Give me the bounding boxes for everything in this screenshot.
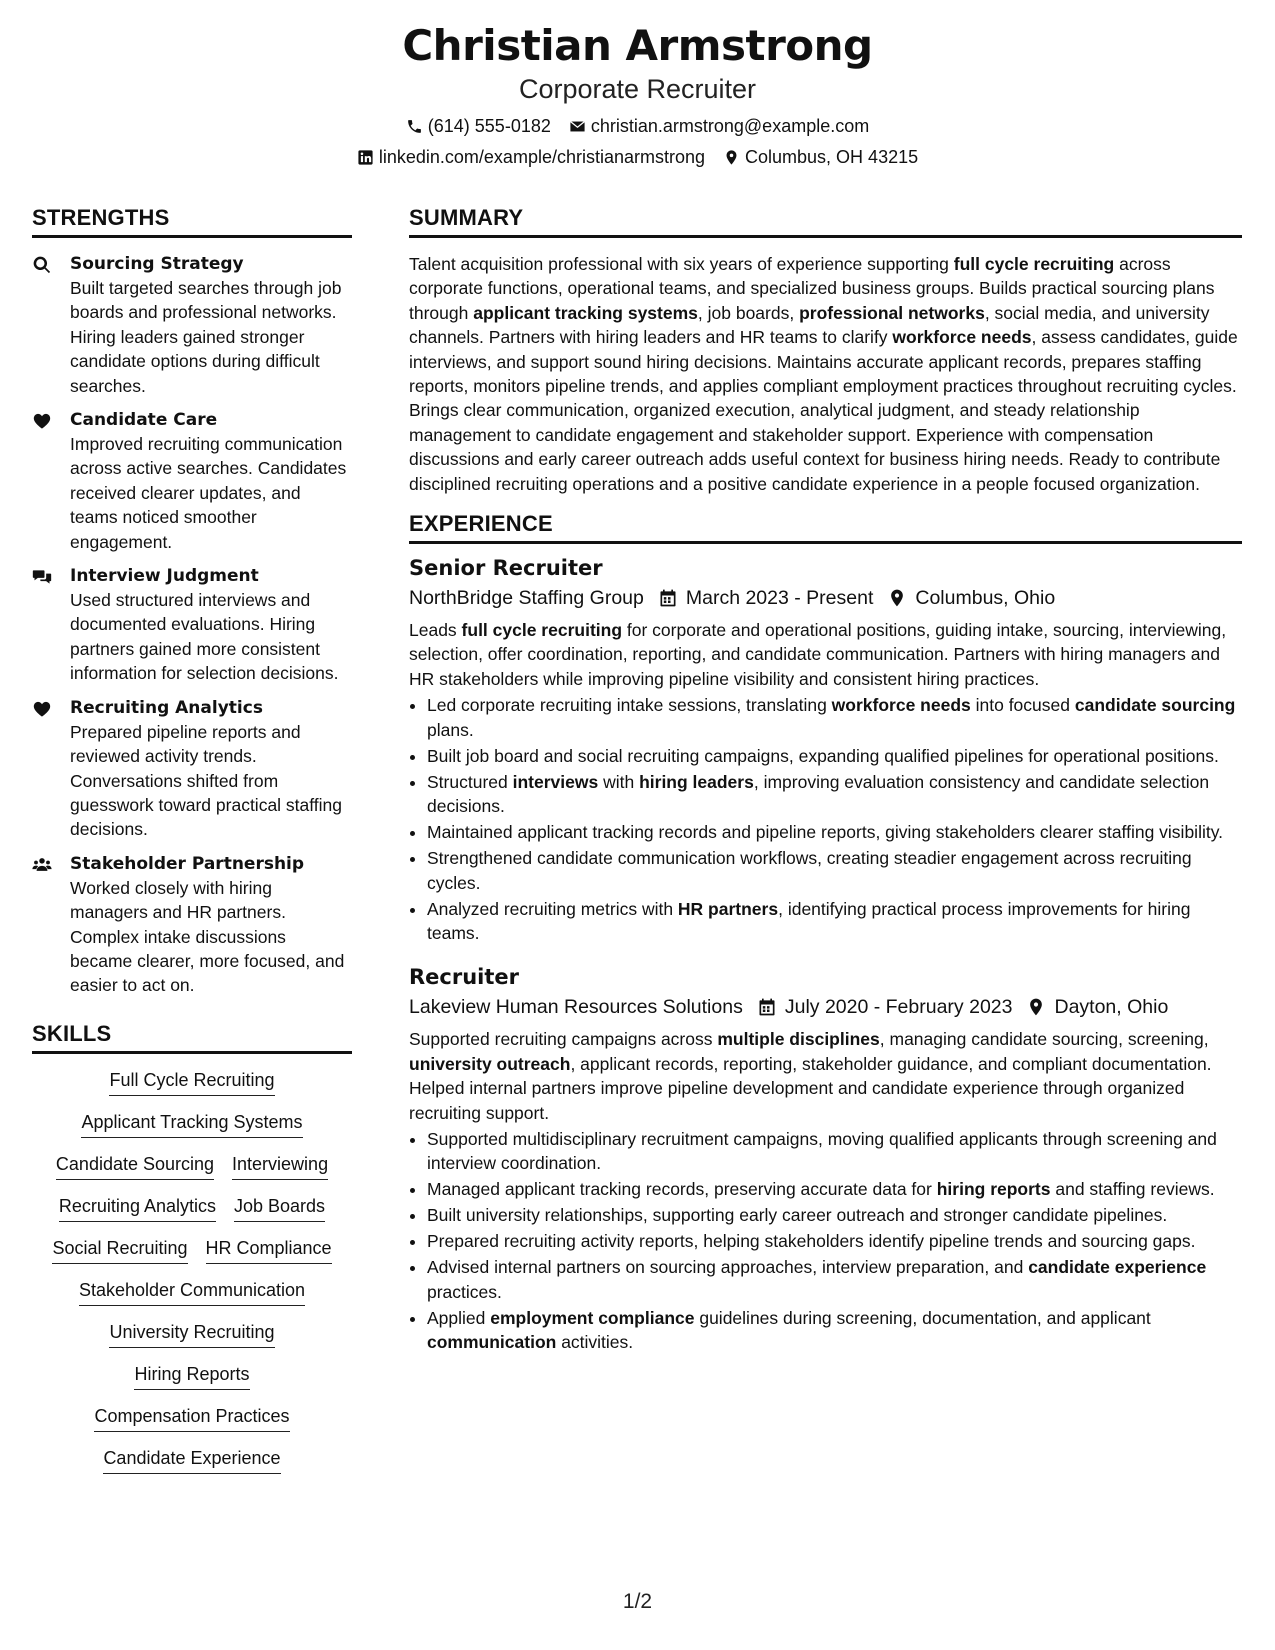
text-segment: Strengthened candidate communication workflows, creating steadier engagement across recruiting cycles. [427,848,1192,893]
strength-body [70,408,352,554]
candidate-role: Corporate Recruiter [518,74,757,104]
phone-contact[interactable] [406,114,551,138]
company-name: Lakeview Human Resources Solutions [409,996,743,1019]
text-segment: practices. [427,1281,502,1302]
skill-row [32,1068,352,1096]
calendar-icon [757,997,777,1017]
text-segment: Built university relationships, supporting early career outreach and stronger candidate pipelines. [427,1205,1168,1226]
summary-heading: SUMMARY [409,204,1242,238]
linkedin-icon [357,149,374,166]
text-segment: Advised internal partners on sourcing approaches, interview preparation, and [427,1257,1029,1278]
job-location [1026,993,1168,1021]
text-segment: with [598,771,640,792]
strength-icon-wrap [32,408,70,554]
skill-tag: University Recruiting [109,1320,274,1348]
text-segment: across corporate functions, operational teams, and specialized business groups. Builds practical sourcing plans through [409,254,1215,323]
text-segment: Analyzed recruiting metrics with [427,898,678,919]
experience-heading: EXPERIENCE [409,510,1242,544]
strength-body [70,252,352,398]
map-marker-icon [723,149,740,166]
job-description [409,1027,1242,1125]
bold-keyword: hiring leaders [639,771,754,792]
skill-row [32,1404,352,1432]
text-segment: into focused [970,695,1075,716]
skill-row [32,1152,352,1180]
skill-row [32,1446,352,1474]
text-segment: activities. [556,1332,634,1353]
job-meta [409,584,1242,612]
strength-body [70,852,352,998]
strength-item [32,696,352,842]
job-bullet [427,846,1242,895]
strengths-heading: STRENGTHS [32,204,352,238]
skill-tag: HR Compliance [206,1236,332,1264]
text-segment: for corporate and operational positions, guiding intake, sourcing, interviewing, selection, offer coordination, reporting, and candidate communication. Partners with hiring managers and HR stakeholders while improving pipeline visibility and consistent hiring practices. [409,620,1227,689]
text-segment: Structured [427,771,513,792]
skill-row [32,1362,352,1390]
left-column [32,204,352,1488]
job-entry [409,963,1242,1354]
text-segment: , assess candidates, guide interviews, and support sound hiring decisions. Maintains accurate applicant records, prepares staffing reports, monitors pipeline trends, and applies compliant employment practices throughout recruiting cycles. Brings clear communication, organized execution, analytical judgment, and steady relationship management to candidate engagement and stakeholder support. Experience with compensation discussions and early career outreach adds useful context for business hiring needs. Ready to contribute disciplined recruiting operations and a positive candidate experience in a people focused organization. [409,327,1238,494]
text-segment: guidelines during screening, documentation, and applicant [694,1307,1151,1328]
bold-keyword: hiring reports [936,1179,1051,1200]
job-dates-text: March 2023 - Present [685,587,874,610]
text-segment: , managing candidate sourcing, screening, [879,1029,1209,1050]
search-icon [32,255,52,275]
strength-title: Recruiting Analytics [70,697,263,718]
bold-keyword: applicant tracking systems [473,302,698,323]
strength-description: Worked closely with hiring managers and HR partners. Complex intake discussions became clearer, more focused, and easier to act on. [70,877,345,996]
job-bullet [427,1203,1242,1227]
candidate-name: Christian Armstrong [402,21,873,70]
contact-line-2 [0,145,1275,169]
text-segment: , social media, and university channels. Partners with hiring leaders and HR teams to clarify [409,302,1210,348]
skill-tag: Interviewing [232,1152,328,1180]
strength-body [70,696,352,842]
job-dates-text: July 2020 - February 2023 [784,996,1013,1019]
skill-tag: Social Recruiting [52,1236,187,1264]
text-segment: plans. [427,719,474,740]
email-text: christian.armstrong@example.com [590,116,870,136]
skill-tag: Hiring Reports [134,1362,249,1390]
contact-line-1 [0,114,1275,138]
job-bullet [427,693,1242,742]
strength-item [32,408,352,554]
text-segment: Supported recruiting campaigns across [409,1029,718,1050]
skill-tag: Candidate Sourcing [56,1152,214,1180]
skill-tag: Compensation Practices [94,1404,289,1432]
job-bullet [427,1306,1242,1355]
job-bullet [427,770,1242,819]
strength-title: Sourcing Strategy [70,254,244,274]
right-column [409,204,1242,1373]
job-bullet [427,1255,1242,1304]
summary-text [409,252,1242,496]
company-name: NorthBridge Staffing Group [409,587,644,610]
text-segment: and staffing reviews. [1050,1179,1215,1200]
email-contact[interactable] [569,114,869,138]
job-bullet [427,820,1242,844]
map-marker-icon [887,588,907,608]
strength-item [32,852,352,998]
bold-keyword: employment compliance [490,1307,695,1328]
bold-keyword: professional networks [799,302,985,323]
text-segment: Leads [409,620,462,641]
users-icon [32,855,52,875]
strength-item [32,564,352,686]
text-segment: Prepared recruiting activity reports, helping stakeholders identify pipeline trends and sourcing gaps. [427,1231,1196,1252]
bold-keyword: multiple disciplines [717,1029,880,1050]
strength-description: Improved recruiting communication across active searches. Candidates received clearer updates, and teams noticed smoother engagement. [70,434,347,552]
heart-icon [32,699,52,719]
phone-icon [406,118,423,135]
job-location-text: Columbus, Ohio [915,587,1056,610]
bold-keyword: workforce needs [831,695,971,716]
skill-tag: Job Boards [234,1194,325,1222]
skill-tag: Full Cycle Recruiting [109,1068,274,1096]
page-number: 1/2 [622,1590,653,1613]
strength-title: Stakeholder Partnership [70,853,305,874]
job-bullet [427,1177,1242,1201]
calendar-icon [658,588,678,608]
bold-keyword: candidate sourcing [1074,695,1236,716]
strengths-list [32,252,352,998]
map-marker-icon [1026,997,1046,1017]
strength-description: Built targeted searches through job boards and professional networks. Hiring leaders gained stronger candidate options during difficult searches. [70,278,342,396]
text-segment: Led corporate recruiting intake sessions, translating [427,695,832,716]
strength-icon-wrap [32,252,70,398]
bold-keyword: university outreach [409,1053,571,1074]
job-title: Recruiter [409,965,520,990]
bold-keyword: HR partners [677,898,779,919]
skill-row [32,1110,352,1138]
strength-title: Interview Judgment [70,566,259,587]
skill-tag: Recruiting Analytics [59,1194,216,1222]
job-bullet [427,744,1242,768]
bold-keyword: full cycle recruiting [953,254,1115,274]
skill-tag: Candidate Experience [103,1446,280,1474]
strength-icon-wrap [32,696,70,842]
skill-row [32,1194,352,1222]
job-location [887,584,1055,612]
bold-keyword: candidate experience [1028,1257,1207,1278]
text-segment: , job boards, [697,302,800,323]
job-meta [409,993,1242,1021]
linkedin-contact[interactable] [357,145,705,169]
text-segment: , identifying practical process improvements for hiring teams. [427,898,1191,943]
bold-keyword: interviews [512,771,599,792]
job-bullet [427,1127,1242,1176]
linkedin-text: linkedin.com/example/christianarmstrong [378,147,706,167]
job-description [409,618,1242,691]
skill-row [32,1278,352,1306]
skill-row [32,1236,352,1264]
job-bullets [409,1127,1242,1355]
strength-title: Candidate Care [70,410,218,431]
envelope-icon [569,118,586,135]
bold-keyword: full cycle recruiting [461,620,623,641]
comments-icon [32,567,52,587]
strength-icon-wrap [32,852,70,998]
text-segment: , improving evaluation consistency and candidate selection decisions. [427,771,1210,817]
job-bullet [427,1229,1242,1253]
job-dates [757,993,1013,1021]
strength-description: Used structured interviews and documented evaluations. Hiring partners gained more consistent information for selection decisions. [70,590,339,684]
jobs-list [409,554,1242,1355]
job-bullets [409,693,1242,945]
skills-list [32,1068,352,1474]
text-segment: , applicant records, reporting, stakeholder guidance, and compliant documentation. Helped internal partners improve pipeline development and candidate experience through organized recruiting support. [409,1053,1212,1123]
job-bullet [427,897,1242,946]
resume-header [0,20,1275,169]
job-entry [409,554,1242,945]
strength-icon-wrap [32,564,70,686]
text-segment: Managed applicant tracking records, preserving accurate data for [427,1179,937,1200]
job-location-text: Dayton, Ohio [1054,996,1169,1019]
location-contact [723,145,918,169]
job-title: Senior Recruiter [409,556,603,581]
text-segment: Supported multidisciplinary recruitment campaigns, moving qualified applicants through screening and interview coordination. [427,1128,1217,1174]
strength-description: Prepared pipeline reports and reviewed activity trends. Conversations shifted from guesswork toward practical staffing decisions. [70,721,343,840]
text-segment: Built job board and social recruiting campaigns, expanding qualified pipelines for operational positions. [427,745,1219,766]
phone-text: (614) 555-0182 [427,116,551,136]
text-segment: Applied [427,1307,491,1328]
heart-icon [32,411,52,431]
skill-row [32,1320,352,1348]
bold-keyword: communication [427,1332,557,1353]
text-segment: Maintained applicant tracking records and pipeline reports, giving stakeholders clearer staffing visibility. [427,822,1224,843]
bold-keyword: workforce needs [892,327,1032,348]
strength-body [70,564,352,686]
skills-heading: SKILLS [32,1020,352,1054]
skill-tag: Applicant Tracking Systems [81,1110,302,1138]
skill-tag: Stakeholder Communication [79,1278,305,1306]
strength-item [32,252,352,398]
text-segment: Talent acquisition professional with six years of experience supporting [409,254,954,274]
location-text: Columbus, OH 43215 [745,147,919,167]
job-dates [658,584,874,612]
